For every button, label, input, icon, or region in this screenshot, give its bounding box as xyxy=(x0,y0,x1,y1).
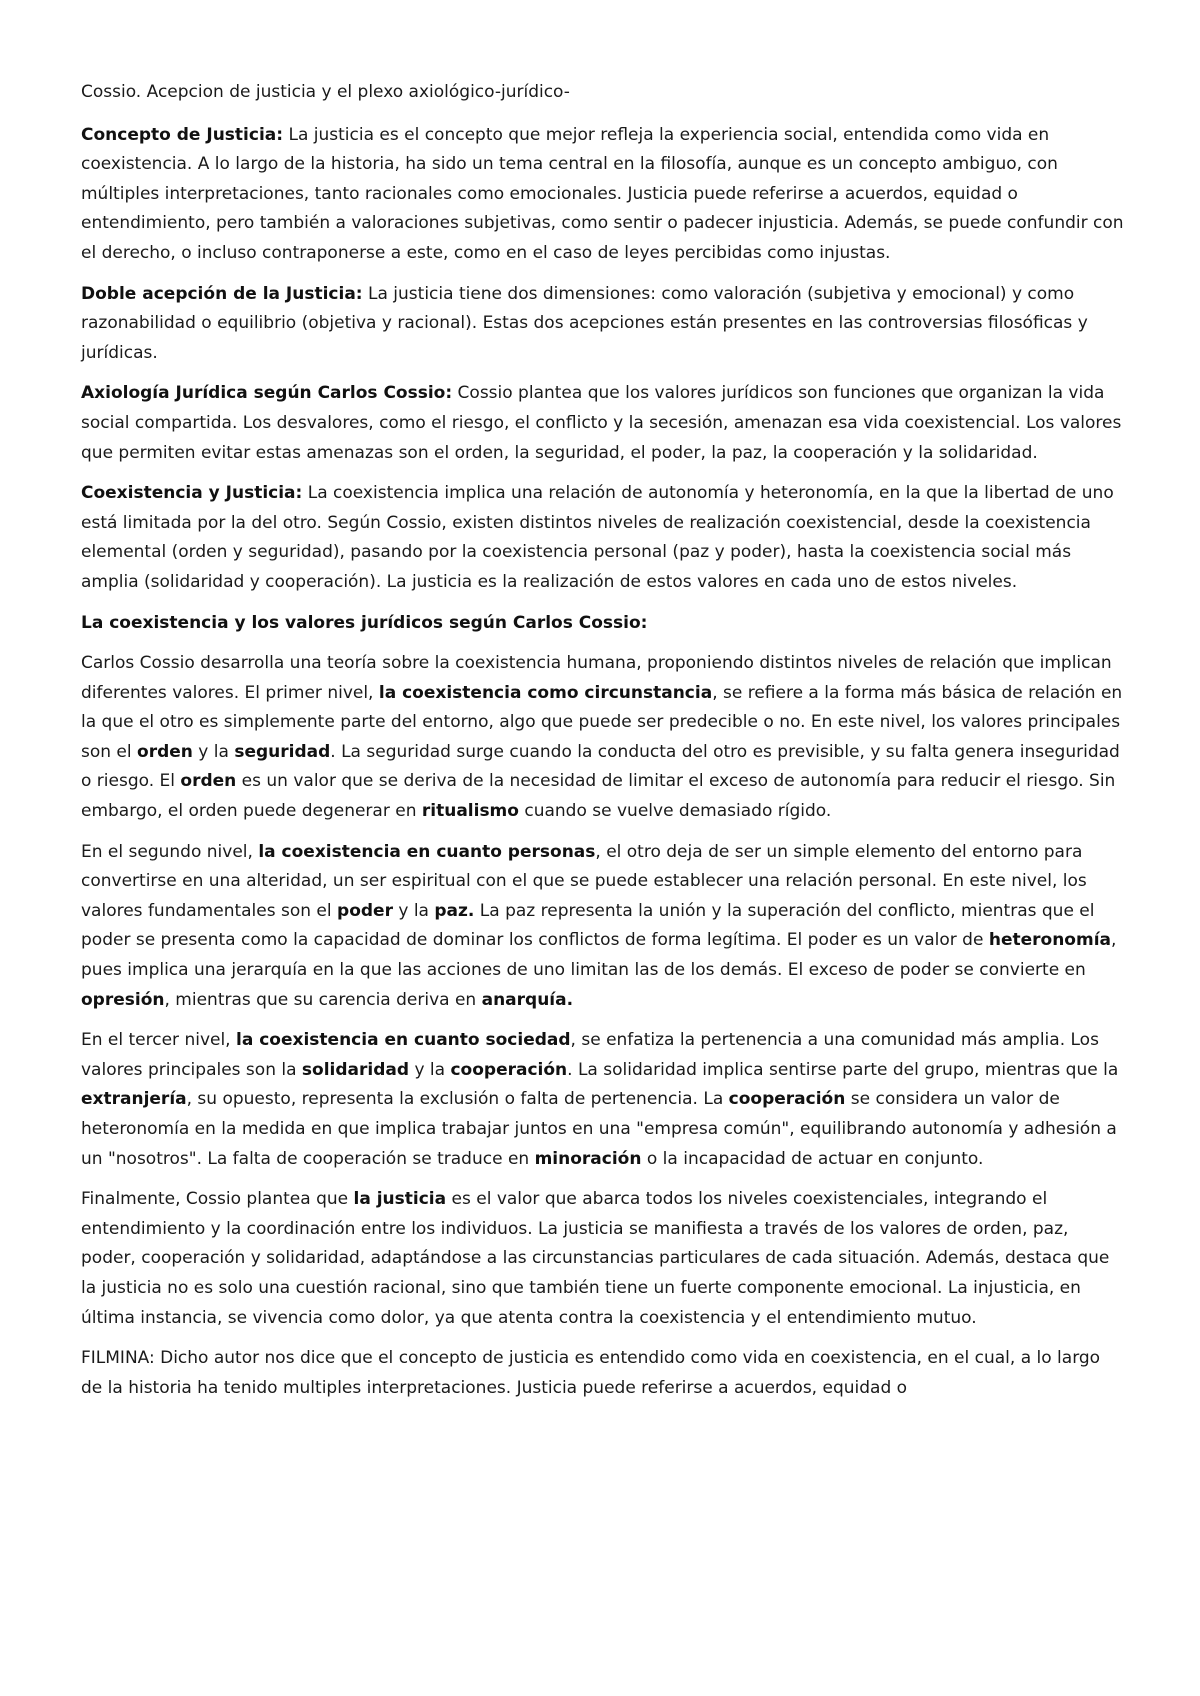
text-run: y la xyxy=(409,1059,451,1080)
document-title: Cossio. Acepcion de justicia y el plexo axiológico-jurídico- xyxy=(81,82,570,102)
paragraph-filmina: FILMINA: Dicho autor nos dice que el concepto de justicia es entendido como vida en coexistencia, en el cual, a lo largo de la historia ha tenido multiples interpretaciones. Justicia puede referirse a acuerdos, equidad o xyxy=(81,1348,1101,1398)
text-run: , mientras que su carencia deriva en xyxy=(164,989,482,1010)
text-run: , se refiere a la forma más básica de relación en la que el otro es simplemente parte del entorno, algo que puede ser predecible o no. En este nivel, los valores principales son el xyxy=(81,682,1123,762)
paragraph-primer-nivel xyxy=(81,649,1126,827)
text-run: es un valor que se deriva de la necesidad de limitar el exceso de autonomía para reducir el riesgo. Sin embargo, el orden puede degenerar en xyxy=(81,771,1116,822)
text-run: , el otro deja de ser un simple elemento del entorno para convertirse en una alteridad, un ser espiritual con el que se puede establecer una relación personal. En este nivel, los valores fundamentales son el xyxy=(81,841,1087,921)
text-run: . La seguridad surge cuando la conducta del otro es previsible, y su falta genera inseguridad o riesgo. El xyxy=(81,741,1120,792)
emphasis-term: la justicia xyxy=(353,1189,447,1210)
text-run: y la xyxy=(192,741,235,762)
emphasis-term: la coexistencia en cuanto personas xyxy=(258,841,596,862)
text-run: Finalmente, Cossio plantea que xyxy=(81,1189,354,1210)
emphasis-term: seguridad xyxy=(234,741,331,762)
text-run: se considera un valor de heteronomía en la medida en que implica trabajar juntos en una "empresa común", equilibrando autonomía y adhesión a un "nosotros". La falta de cooperación se traduce en xyxy=(81,1089,1117,1169)
emphasis-term: la coexistencia en cuanto sociedad xyxy=(236,1030,571,1051)
text-run: y la xyxy=(392,900,435,921)
text-run: La paz representa la unión y la superación del conflicto, mientras que el poder se presenta como la capacidad de dominar los conflictos de forma legítima. El poder es un valor de xyxy=(81,900,1095,951)
section-concepto xyxy=(81,121,1126,269)
emphasis-term: extranjería xyxy=(81,1089,187,1110)
text-run: Carlos Cossio desarrolla una teoría sobre la coexistencia humana, proponiendo distintos niveles de relación que implican diferentes valores. El primer nivel, xyxy=(81,653,1112,703)
section-body: La coexistencia implica una relación de autonomía y heteronomía, en la que la libertad de uno está limitada por la del otro. Según Cossio, existen distintos niveles de realización coexistencial, desde la coexistencia elemental (orden y seguridad), pasando por la coexistencia personal (paz y poder), hasta la coexistencia social más amplia (solidaridad y cooperación). La justicia es la realización de estos valores en cada uno de estos niveles. xyxy=(81,483,1114,592)
emphasis-term: orden xyxy=(180,771,237,792)
text-run: cuando se vuelve demasiado rígido. xyxy=(518,801,832,822)
section-heading: Coexistencia y Justicia: xyxy=(81,483,303,504)
section-axiologia xyxy=(81,379,1126,468)
emphasis-term: ritualismo xyxy=(421,801,519,822)
section-heading: Axiología Jurídica según Carlos Cossio: xyxy=(81,383,453,404)
subtitle-text: La coexistencia y los valores jurídicos según Carlos Cossio: xyxy=(81,612,648,633)
subtitle xyxy=(81,609,1126,639)
section-coexistencia xyxy=(81,479,1126,597)
document-page xyxy=(81,78,1126,1414)
section-body: La justicia tiene dos dimensiones: como valoración (subjetiva y emocional) y como razonabilidad o equilibrio (objetiva y racional). Estas dos acepciones están presentes en las controversias filosóficas y jurídicas. xyxy=(81,283,1088,363)
section-body: Cossio plantea que los valores jurídicos son funciones que organizan la vida social compartida. Los desvalores, como el riesgo, el conflicto y la secesión, amenazan esa vida coexistencial. Los valores que permiten evitar estas amenazas son el orden, la seguridad, el poder, la paz, la cooperación y la solidaridad. xyxy=(81,383,1122,463)
emphasis-term: minoración xyxy=(534,1148,642,1169)
emphasis-term: anarquía. xyxy=(481,989,574,1010)
paragraph-tercer-nivel xyxy=(81,1026,1126,1174)
text-run: , pues implica una jerarquía en la que las acciones de uno limitan las de los demás. El exceso de poder se convierte en xyxy=(81,930,1117,981)
text-run: o la incapacidad de actuar en conjunto. xyxy=(641,1148,984,1169)
emphasis-term: orden xyxy=(137,741,193,762)
section-heading: Concepto de Justicia: xyxy=(81,124,284,145)
emphasis-term: solidaridad xyxy=(301,1059,410,1080)
emphasis-term: la coexistencia como circunstancia xyxy=(378,682,713,703)
emphasis-term: heteronomía xyxy=(988,930,1111,951)
text-run: , se enfatiza la pertenencia a una comunidad más amplia. Los valores principales son la xyxy=(81,1030,1099,1080)
emphasis-term: poder xyxy=(337,900,393,921)
text-run: En el tercer nivel, xyxy=(81,1030,236,1051)
emphasis-term: cooperación xyxy=(728,1089,846,1110)
text-run: . La solidaridad implica sentirse parte del grupo, mientras que la xyxy=(567,1059,1119,1080)
text-run: , su opuesto, representa la exclusión o falta de pertenencia. La xyxy=(186,1089,729,1110)
paragraph-segundo-nivel xyxy=(81,838,1126,1016)
paragraph-finalmente xyxy=(81,1185,1126,1333)
emphasis-term: opresión xyxy=(81,989,165,1010)
section-body: La justicia es el concepto que mejor refleja la experiencia social, entendida como vida en coexistencia. A lo largo de la historia, ha sido un tema central en la filosofía, aunque es un concepto ambiguo, con múltiples interpretaciones, tanto racionales como emocionales. Justicia puede referirse a acuerdos, equidad o entendimiento, pero también a valoraciones subjetivas, como sentir o padecer injusticia. Además, se puede confundir con el derecho, o incluso contraponerse a este, como en el caso de leyes percibidas como injustas. xyxy=(81,124,1124,263)
emphasis-term: paz. xyxy=(434,900,475,921)
section-doble-acepcion xyxy=(81,280,1126,369)
text-run: En el segundo nivel, xyxy=(81,841,259,862)
text-run: es el valor que abarca todos los niveles coexistenciales, integrando el entendimiento y la coordinación entre los individuos. La justicia se manifiesta a través de los valores de orden, paz, poder, cooperación y solidaridad, adaptándose a las circunstancias particulares de cada situación. Además, destaca que la justicia no es solo una cuestión racional, sino que también tiene un fuerte componente emocional. La injusticia, en última instancia, se vivencia como dolor, ya que atenta contra la coexistencia y el entendimiento mutuo. xyxy=(81,1189,1110,1328)
section-heading: Doble acepción de la Justicia: xyxy=(81,283,363,304)
emphasis-term: cooperación xyxy=(450,1059,568,1080)
